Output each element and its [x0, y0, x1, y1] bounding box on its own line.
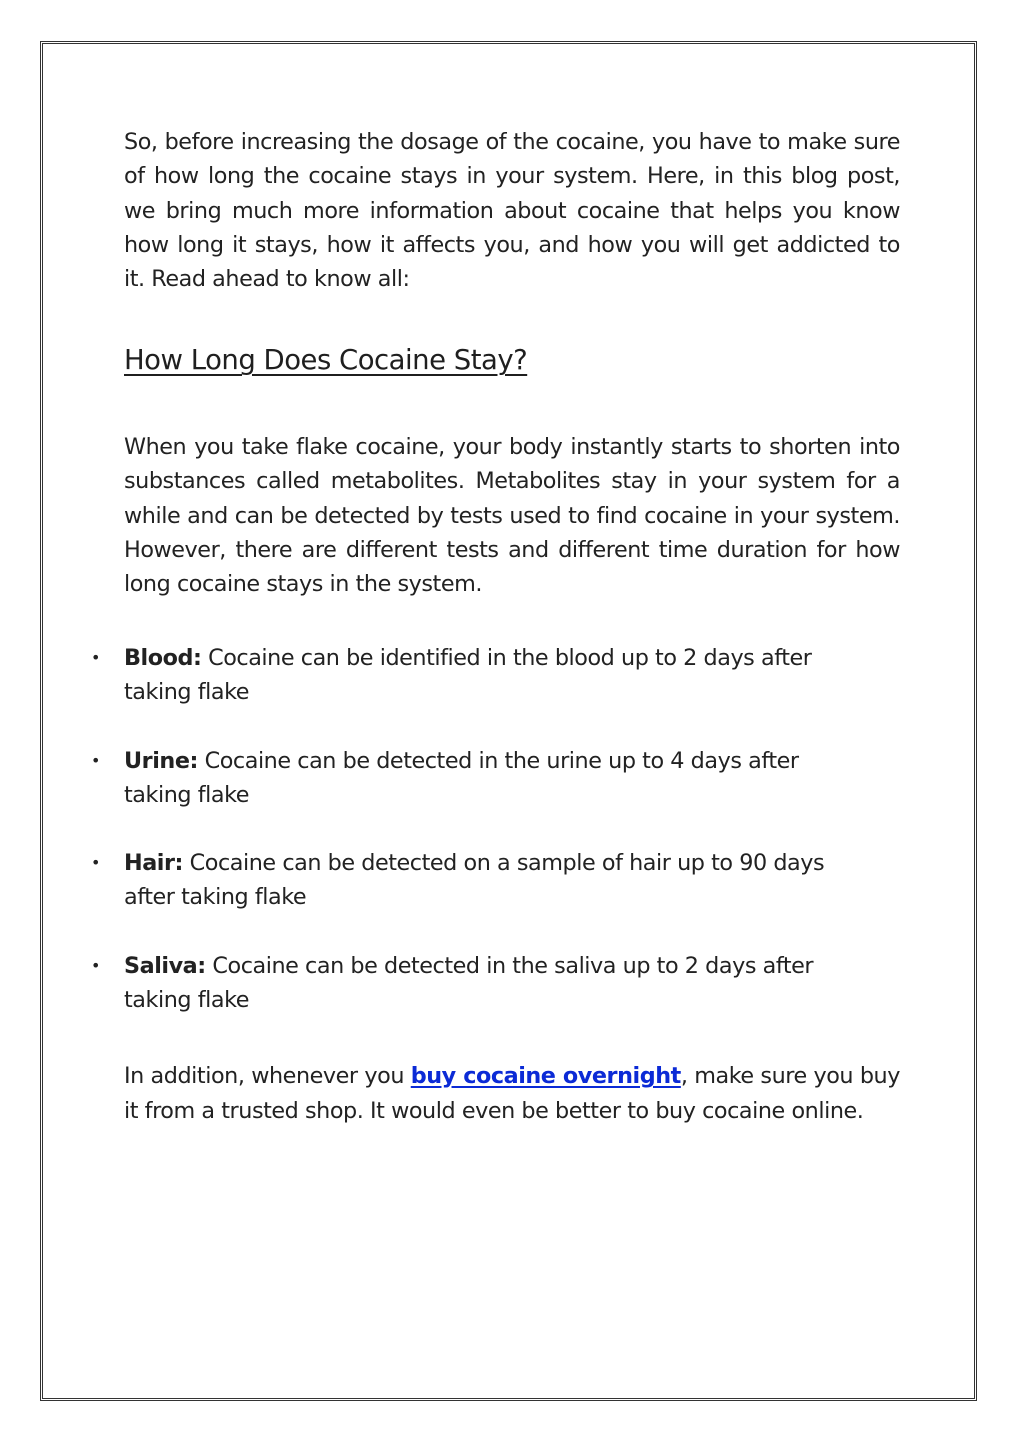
detection-list: [91, 641, 900, 1017]
list-item-hair: [91, 846, 864, 915]
bullet-icon: •: [91, 955, 100, 975]
list-item-term: Saliva:: [124, 952, 206, 979]
list-item-term: Hair:: [124, 850, 184, 877]
list-item-text: Cocaine can be identified in the blood up to 2 days after taking flake: [124, 645, 812, 706]
intro-paragraph: So, before increasing the dosage of the cocaine, you have to make sure of how long the cocaine stays in your system. Here, in this blog post, we bring much more information about cocaine that helps you know how long it stays, how it affects you, and how you will get addicted to it. Read ahead to know all:: [124, 129, 900, 293]
closing-paragraph: [124, 1059, 900, 1128]
body-paragraph: When you take flake cocaine, your body instantly starts to shorten into substances called metabolites. Metabolites stay in your system for a while and can be detected by tests used to find cocaine in your system. However, there are different tests and different time duration for how long cocaine stays in the system.: [124, 434, 900, 598]
closing-text-after: , make sure you buy it from a trusted shop. It would even be better to buy cocaine online.: [124, 1063, 900, 1124]
list-item-term: Urine:: [124, 747, 198, 774]
list-item-urine: [91, 744, 864, 813]
document-body: [91, 125, 900, 1128]
list-item-term: Blood:: [124, 645, 202, 671]
list-item-saliva: [91, 949, 864, 1018]
list-item-text: Cocaine can be detected on a sample of hair up to 90 days after taking flake: [124, 850, 825, 911]
bullet-icon: •: [91, 750, 100, 770]
buy-cocaine-overnight-link[interactable]: buy cocaine overnight: [410, 1063, 681, 1090]
closing-text-before: In addition, whenever you: [124, 1063, 411, 1090]
list-item-blood: [91, 641, 864, 710]
list-item-text: Cocaine can be detected in the saliva up to 2 days after taking flake: [124, 952, 814, 1014]
section-heading: How Long Does Cocaine Stay?: [124, 344, 528, 376]
bullet-icon: •: [91, 853, 100, 873]
bullet-icon: •: [91, 648, 100, 667]
list-item-text: Cocaine can be detected in the urine up to 4 days after taking flake: [124, 747, 799, 808]
